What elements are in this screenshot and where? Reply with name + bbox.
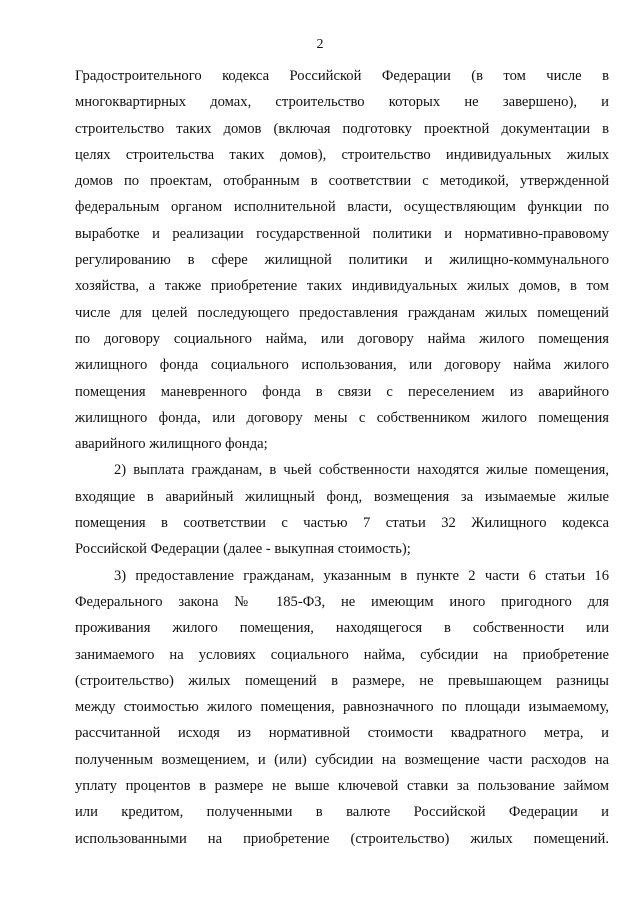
text-line: входящие в аварийный жилищный фонд, возмещения за изымаемые жилые [75,488,609,505]
text-line: занимаемого на условиях социального найма, субсидии на приобретение [75,646,609,663]
text-line: многоквартирных домах, строительство которых не завершено), и [75,94,609,111]
text-line: Градостроительного кодекса Российской Федерации (в том числе в [75,68,609,84]
page-number: 2 [316,37,324,52]
text-line: домов по проектам, отобранным в соответствии с методикой, утвержденной [75,173,609,190]
text-line: использованными на приобретение (строительство) жилых помещений. [75,830,609,847]
text-line: федеральным органом исполнительной власти, осуществляющим функции по [75,199,609,216]
text-line: жилищного фонда, или договору мены с собственником жилого помещения [75,409,609,426]
text-line: хозяйства, а также приобретение таких индивидуальных жилых домов, в том [75,278,609,295]
document-body [75,63,609,852]
text-line: регулированию в сфере жилищной политики и жилищно-коммунального [75,252,609,269]
text-line: между стоимостью жилого помещения, равнозначного по площади изымаемому, [75,699,609,716]
text-line: Федерального закона № 185-ФЗ, не имеющим иного пригодного для [75,593,609,610]
text-line: проживания жилого помещения, находящегося в собственности или [75,620,609,637]
text-line: целях строительства таких домов), строительство индивидуальных жилых [75,146,609,163]
text-line: числе для целей последующего предоставления гражданам жилых помещений [75,304,609,321]
text-line: (строительство) жилых помещений в размере, не превышающем разницы [75,672,609,689]
text-line: строительство таких домов (включая подготовку проектной документации в [75,120,609,137]
text-line: рассчитанной исходя из нормативной стоимости квадратного метра, и [75,725,609,742]
text-line: помещения в соответствии с частью 7 статьи 32 Жилищного кодекса [75,515,609,532]
text-line: или кредитом, полученными в валюте Российской Федерации и [75,804,609,821]
text-line: по договору социального найма, или договору найма жилого помещения [75,330,609,347]
text-line: жилищного фонда социального использования, или договору найма жилого [75,357,609,374]
text-line: 2) выплата гражданам, в чьей собственности находятся жилые помещения, [114,462,609,479]
text-line: помещения маневренного фонда в связи с переселением из аварийного [75,383,609,400]
text-line: аварийного жилищного фонда; [75,436,268,453]
text-line: полученным возмещением, и (или) субсидии на возмещение части расходов на [75,751,609,768]
text-line: 3) предоставление гражданам, указанным в пункте 2 части 6 статьи 16 [114,567,609,584]
text-line: уплату процентов в размере не выше ключевой ставки за пользование займом [75,778,609,795]
text-line: Российской Федерации (далее - выкупная стоимость); [75,541,411,558]
text-line: выработке и реализации государственной политики и нормативно-правовому [75,225,609,242]
